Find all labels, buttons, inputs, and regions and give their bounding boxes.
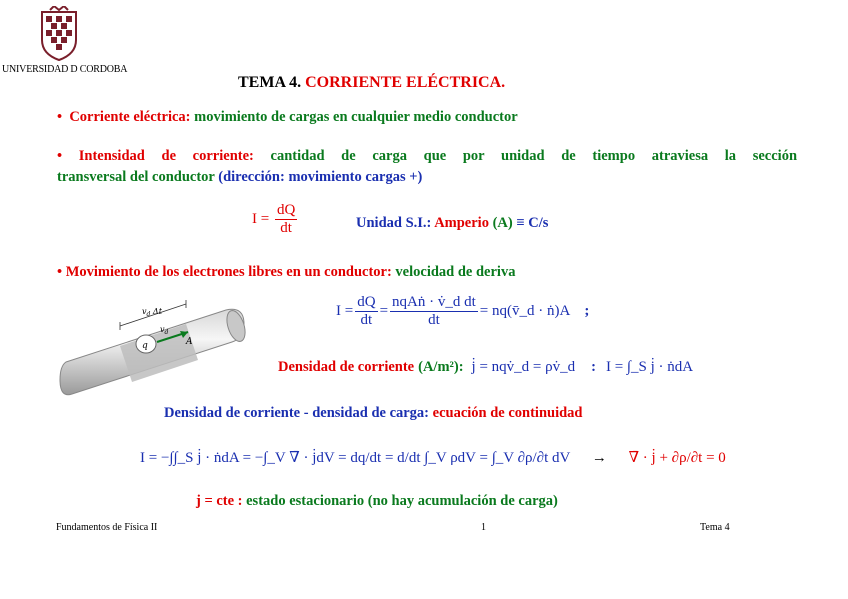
unit-densidad: (A/m²): [418, 359, 464, 375]
eq2-num2: nqAṅ · v̇_d dt [392, 294, 476, 310]
current-density-row [278, 357, 693, 378]
figure-A-label: A [186, 337, 193, 347]
title-main: CORRIENTE ELÉCTRICA. [305, 74, 506, 91]
footer-right: Tema 4 [700, 522, 730, 533]
figure-q-label: q [142, 341, 148, 351]
bullet-intensidad [57, 146, 797, 188]
figure-vd-label: $v_d$ [160, 325, 169, 336]
term-movimiento: Movimiento de los electrones libres en un conductor: [65, 264, 392, 280]
note-direccion: (dirección: movimiento cargas +) [218, 169, 423, 185]
term-corriente: Corriente eléctrica: [69, 109, 191, 125]
page-title [238, 72, 505, 93]
bullet-dot: • [57, 148, 63, 164]
unit-label: Unidad S.I.: [356, 215, 432, 231]
bullet-corriente [57, 107, 518, 128]
eq4-result: ∇̄ · j̇ + ∂ρ/∂t = 0 [628, 450, 726, 466]
unit-si [356, 213, 548, 234]
footer-page-number: 1 [481, 522, 486, 533]
footer-left: Fundamentos de Física II [56, 522, 158, 533]
term-intensidad: Intensidad de corriente: [78, 148, 254, 164]
eq2-rhs: = nq(v̄_d · ṅ)A [479, 303, 571, 319]
conclusion [196, 491, 558, 512]
continuity-heading [164, 403, 583, 424]
def-intensidad-1: cantidad de carga que por unidad de tiempo atraviesa la sección [270, 148, 798, 164]
unit-symbol: (A) [492, 215, 513, 231]
equation-intensity [252, 202, 299, 237]
equation-current-drift [336, 294, 589, 329]
eq2-lhs: I = [336, 303, 354, 319]
title-prefix: TEMA 4. [238, 74, 302, 91]
bullet-dot: • [57, 109, 63, 125]
eq1-den: dt [280, 220, 292, 236]
eq3-separator: : [591, 359, 596, 375]
eq2-den2: dt [428, 312, 440, 328]
unit-name: Amperio [434, 215, 489, 231]
conclusion-eq: j = cte : [196, 493, 243, 509]
eq2-den1: dt [360, 312, 373, 328]
shield-icon [30, 6, 88, 64]
heading-text: Densidad de corriente - densidad de carga: [164, 405, 430, 421]
eq1-lhs: I = [252, 210, 270, 227]
eq4-expression: I = −∫∫_S j̇ · ṅdA = −∫_V ∇̄ · j̇dV = dq/dt = d/dt ∫_V ρdV = ∫_V ∂ρ/∂t dV [140, 450, 571, 466]
term-densidad: Densidad de corriente [278, 359, 415, 375]
logo-caption: UNIVERSIDAD D CORDOBA [2, 64, 128, 75]
eq3-integral: I = ∫_S j̇ · ṅdA [605, 359, 694, 375]
conclusion-text: estado estacionario (no hay acumulación de carga) [246, 493, 558, 509]
eq2-separator: ; [584, 303, 590, 319]
bullet-dot: • [57, 264, 63, 280]
university-logo [30, 6, 88, 64]
figure-vddt-label: $v_d$ Δt [142, 307, 162, 318]
eq2-equals: = [379, 303, 389, 319]
arrow-icon: → [591, 450, 607, 466]
heading-continuity: ecuación de continuidad [432, 405, 583, 421]
bullet-movimiento [57, 262, 515, 283]
def-intensidad-2: transversal del conductor [57, 169, 215, 185]
def-corriente: movimiento de cargas en cualquier medio conductor [194, 109, 518, 125]
eq1-num: dQ [276, 202, 296, 218]
unit-equivalence: ≡ C/s [516, 215, 549, 231]
def-movimiento: velocidad de deriva [395, 264, 516, 280]
continuity-equation [140, 448, 726, 467]
eq3-expression: j̇ = nqv̇_d = ρv̇_d [471, 359, 576, 375]
conductor-figure [58, 300, 248, 400]
eq2-num1: dQ [357, 294, 376, 310]
